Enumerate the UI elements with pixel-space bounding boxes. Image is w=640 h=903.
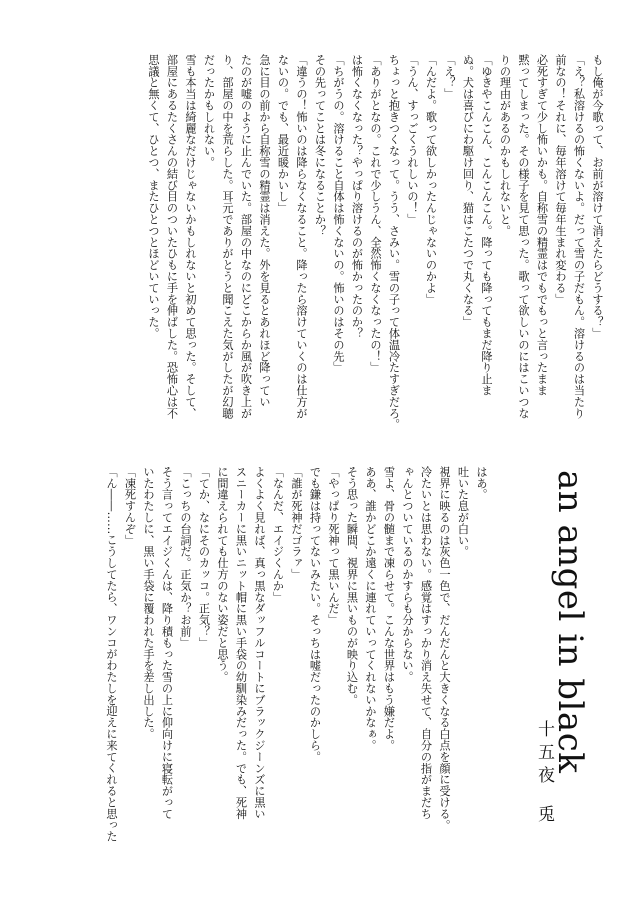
- text-line: 冷たいとは思わない。感覚はすっかり消え失せて、自分の指がまだち: [419, 466, 433, 820]
- text-line: 「んだよ。歌って欲しかったんじゃないのかよ」: [424, 54, 438, 305]
- author-name: [533, 720, 555, 828]
- text-line: 「え？」: [443, 54, 456, 100]
- text-line: ちょっと抱きつくなって。うう、さみい。雪の子って体温冷たすぎだろ。: [387, 54, 401, 431]
- text-line: 部屋にあるたくさんの結び目のついたひもに手を伸ばした。恐怖心は不: [165, 54, 179, 419]
- author-given-name: 兎: [534, 805, 554, 828]
- text-line: でも鎌は持ってないみたい。そっちは嘘だったのかしら。: [308, 466, 322, 763]
- text-line: は怖くなくなった？やっぱり溶けるのが怖かったのか？: [350, 54, 364, 339]
- text-line: スニーカーに黒いニット帽に黒い手袋の幼馴染みだった。でも、死神: [234, 466, 248, 820]
- text-line: 急に目の前から自称雪の精霊は消えた。外を見るとあれほど降ってい: [258, 54, 271, 408]
- text-line: 「え？私溶けるの怖くないよ。だって雪の子だもん。溶けるのは当たり: [572, 54, 586, 419]
- text-line: よくよく見れば、真っ黒なダッフルコートにブラックジーンズに黒い: [253, 466, 266, 820]
- text-line: 「ん――……こうしてたら、ワンコがわたしを迎えに来てくれると思った: [105, 466, 118, 843]
- text-line: 雪も本当は綺麗なだけじゃないかもしれないと初めて思った。そして、: [184, 54, 197, 419]
- text-line: はあ。: [475, 466, 488, 501]
- text-line: そう思った瞬間、視界に黒いものが映り込む。: [345, 466, 359, 706]
- text-line: 黙ってしまった。その様子を見て思った。歌って欲しいのにはこいつな: [517, 54, 530, 419]
- text-line: 「なんだ、エイジくんか」: [271, 466, 285, 603]
- text-line: 雪よ、骨の髄まで凍らせて。こんな世界はもう嫌だよ。: [382, 466, 396, 751]
- text-line: もし俺が今歌って、お前が溶けて消えたらどうする？」: [591, 54, 604, 339]
- upper-text-block: [144, 54, 607, 431]
- text-line: 「やっぱり死神って黒いんだ」: [327, 466, 340, 626]
- text-line: いたわたしに、黒い手袋に覆われた手を差し出した。: [142, 466, 155, 740]
- text-line: 吐いた息が白い。: [456, 466, 470, 558]
- story-title: an angel in black: [550, 470, 590, 774]
- text-line: たのが嘘のように止んでいた。部屋の中なのにどこからか風が吹き上が: [239, 54, 253, 419]
- text-line: 「うん、すっごくうれしいの！」: [406, 54, 419, 225]
- text-line: 視界に映るのは灰色一色で、だんだんと大きくなる白点を顔に受ける。: [438, 466, 451, 831]
- text-line: だったかもしれない。: [202, 54, 216, 168]
- text-line: 「こっちの台詞だ。正気か？お前」: [179, 466, 192, 649]
- text-line: その先ってことは冬になることか？: [313, 54, 327, 237]
- text-line: ゃんとついているのかすらも分からない。: [401, 466, 414, 683]
- text-line: り、部屋の中を荒らした。耳元でありがとうと聞こえた気がしたが幻聴: [221, 54, 234, 419]
- text-line: 「ありがとなの。これで少しうん、全然怖くなくなったの！」: [369, 54, 382, 374]
- text-line: 「ゆきやこんこん、こんこんこん。降っても降ってもまだ降り止ま: [480, 54, 493, 396]
- text-line: 「凍死すんぞ」: [123, 466, 137, 546]
- text-line: そう言ってエイジくんは、降り積もった雪の上に仰向けに寝転がって: [160, 466, 174, 820]
- text-line: 必死すぎて少し怖いかも。自称雪の精霊はでもでもっと言ったまま: [535, 54, 549, 396]
- author-family-name: 十五夜: [534, 720, 554, 789]
- text-line: 「てか、なにそのカッコ。正気？」: [197, 466, 211, 649]
- text-line: ああ、誰かどこか遠くに連れていってくれないかなぁ。: [364, 466, 377, 751]
- text-line: りの理由があるのかもしれないと。: [498, 54, 512, 237]
- text-line: ないの。でも、最近暖かいし」: [276, 54, 290, 214]
- text-line: ぬ。犬は喜びにわ駆け回り、猫はこたつで丸くなる」: [461, 54, 475, 328]
- text-line: 「ちがうの。溶けること自体は怖くないの。怖いのはその先」: [332, 54, 345, 374]
- text-line: 「違うの！怖いのは降らなくなること。降ったら溶けていくのは仕方が: [295, 54, 308, 419]
- text-line: 思議と無くて、ひとつ、またひとつとほどいていった。: [147, 54, 160, 339]
- lower-text-block: [102, 466, 491, 846]
- text-line: に間違えられても仕方のない姿だと思う。: [216, 466, 229, 683]
- text-line: 前なの！それに、毎年溶けて毎年生まれ変わる」: [554, 54, 567, 305]
- text-line: 「誰が死神だゴラァ」: [290, 466, 303, 580]
